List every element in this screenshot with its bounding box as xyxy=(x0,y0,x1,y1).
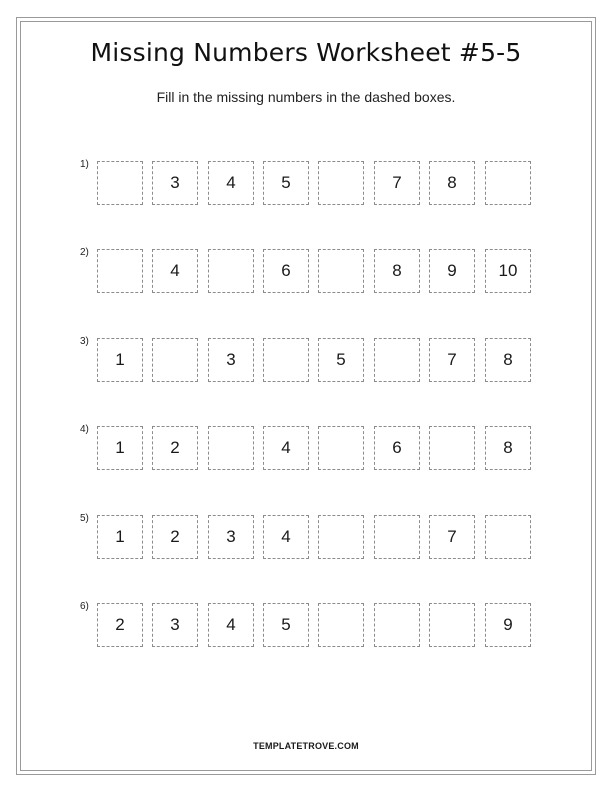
blank-answer-box[interactable] xyxy=(485,161,531,205)
number-box: 8 xyxy=(374,249,420,293)
number-box: 10 xyxy=(485,249,531,293)
blank-answer-box[interactable] xyxy=(208,249,254,293)
blank-answer-box[interactable] xyxy=(374,338,420,382)
number-box: 3 xyxy=(152,603,198,647)
blank-answer-box[interactable] xyxy=(429,603,475,647)
problem-row xyxy=(80,338,540,384)
blank-answer-box[interactable] xyxy=(97,249,143,293)
blank-answer-box[interactable] xyxy=(318,515,364,559)
blank-answer-box[interactable] xyxy=(318,603,364,647)
blank-answer-box[interactable] xyxy=(318,161,364,205)
footer-brand: TEMPLATETROVE.COM xyxy=(253,741,359,751)
blank-answer-box[interactable] xyxy=(318,426,364,470)
number-box: 1 xyxy=(97,426,143,470)
problem-number-label: 2) xyxy=(80,247,89,258)
number-box: 7 xyxy=(374,161,420,205)
problem-number-label: 5) xyxy=(80,513,89,524)
worksheet-instructions: Fill in the missing numbers in the dashed boxes. xyxy=(156,89,456,105)
number-box: 4 xyxy=(263,426,309,470)
number-box: 6 xyxy=(263,249,309,293)
problem-number-label: 4) xyxy=(80,424,89,435)
blank-answer-box[interactable] xyxy=(263,338,309,382)
blank-answer-box[interactable] xyxy=(318,249,364,293)
number-box: 2 xyxy=(97,603,143,647)
problem-row xyxy=(80,161,540,207)
problem-row xyxy=(80,603,540,649)
blank-answer-box[interactable] xyxy=(208,426,254,470)
problem-row xyxy=(80,515,540,561)
number-box: 3 xyxy=(208,338,254,382)
problem-row xyxy=(80,426,540,472)
blank-answer-box[interactable] xyxy=(97,161,143,205)
blank-answer-box[interactable] xyxy=(152,338,198,382)
problem-row xyxy=(80,249,540,295)
number-box: 9 xyxy=(429,249,475,293)
blank-answer-box[interactable] xyxy=(374,603,420,647)
worksheet-title: Missing Numbers Worksheet #5-5 xyxy=(90,38,522,67)
problem-number-label: 1) xyxy=(80,159,89,170)
number-box: 5 xyxy=(263,603,309,647)
number-box: 4 xyxy=(263,515,309,559)
page-border-inner xyxy=(20,21,592,771)
number-box: 4 xyxy=(208,161,254,205)
problem-number-label: 3) xyxy=(80,336,89,347)
number-box: 7 xyxy=(429,515,475,559)
number-box: 5 xyxy=(263,161,309,205)
number-box: 2 xyxy=(152,515,198,559)
number-box: 1 xyxy=(97,338,143,382)
number-box: 4 xyxy=(208,603,254,647)
number-box: 4 xyxy=(152,249,198,293)
blank-answer-box[interactable] xyxy=(429,426,475,470)
blank-answer-box[interactable] xyxy=(374,515,420,559)
number-box: 8 xyxy=(429,161,475,205)
number-box: 2 xyxy=(152,426,198,470)
number-box: 3 xyxy=(152,161,198,205)
blank-answer-box[interactable] xyxy=(485,515,531,559)
problem-number-label: 6) xyxy=(80,601,89,612)
number-box: 1 xyxy=(97,515,143,559)
number-box: 5 xyxy=(318,338,364,382)
number-box: 8 xyxy=(485,338,531,382)
number-box: 8 xyxy=(485,426,531,470)
number-box: 3 xyxy=(208,515,254,559)
number-box: 6 xyxy=(374,426,420,470)
number-box: 9 xyxy=(485,603,531,647)
number-box: 7 xyxy=(429,338,475,382)
